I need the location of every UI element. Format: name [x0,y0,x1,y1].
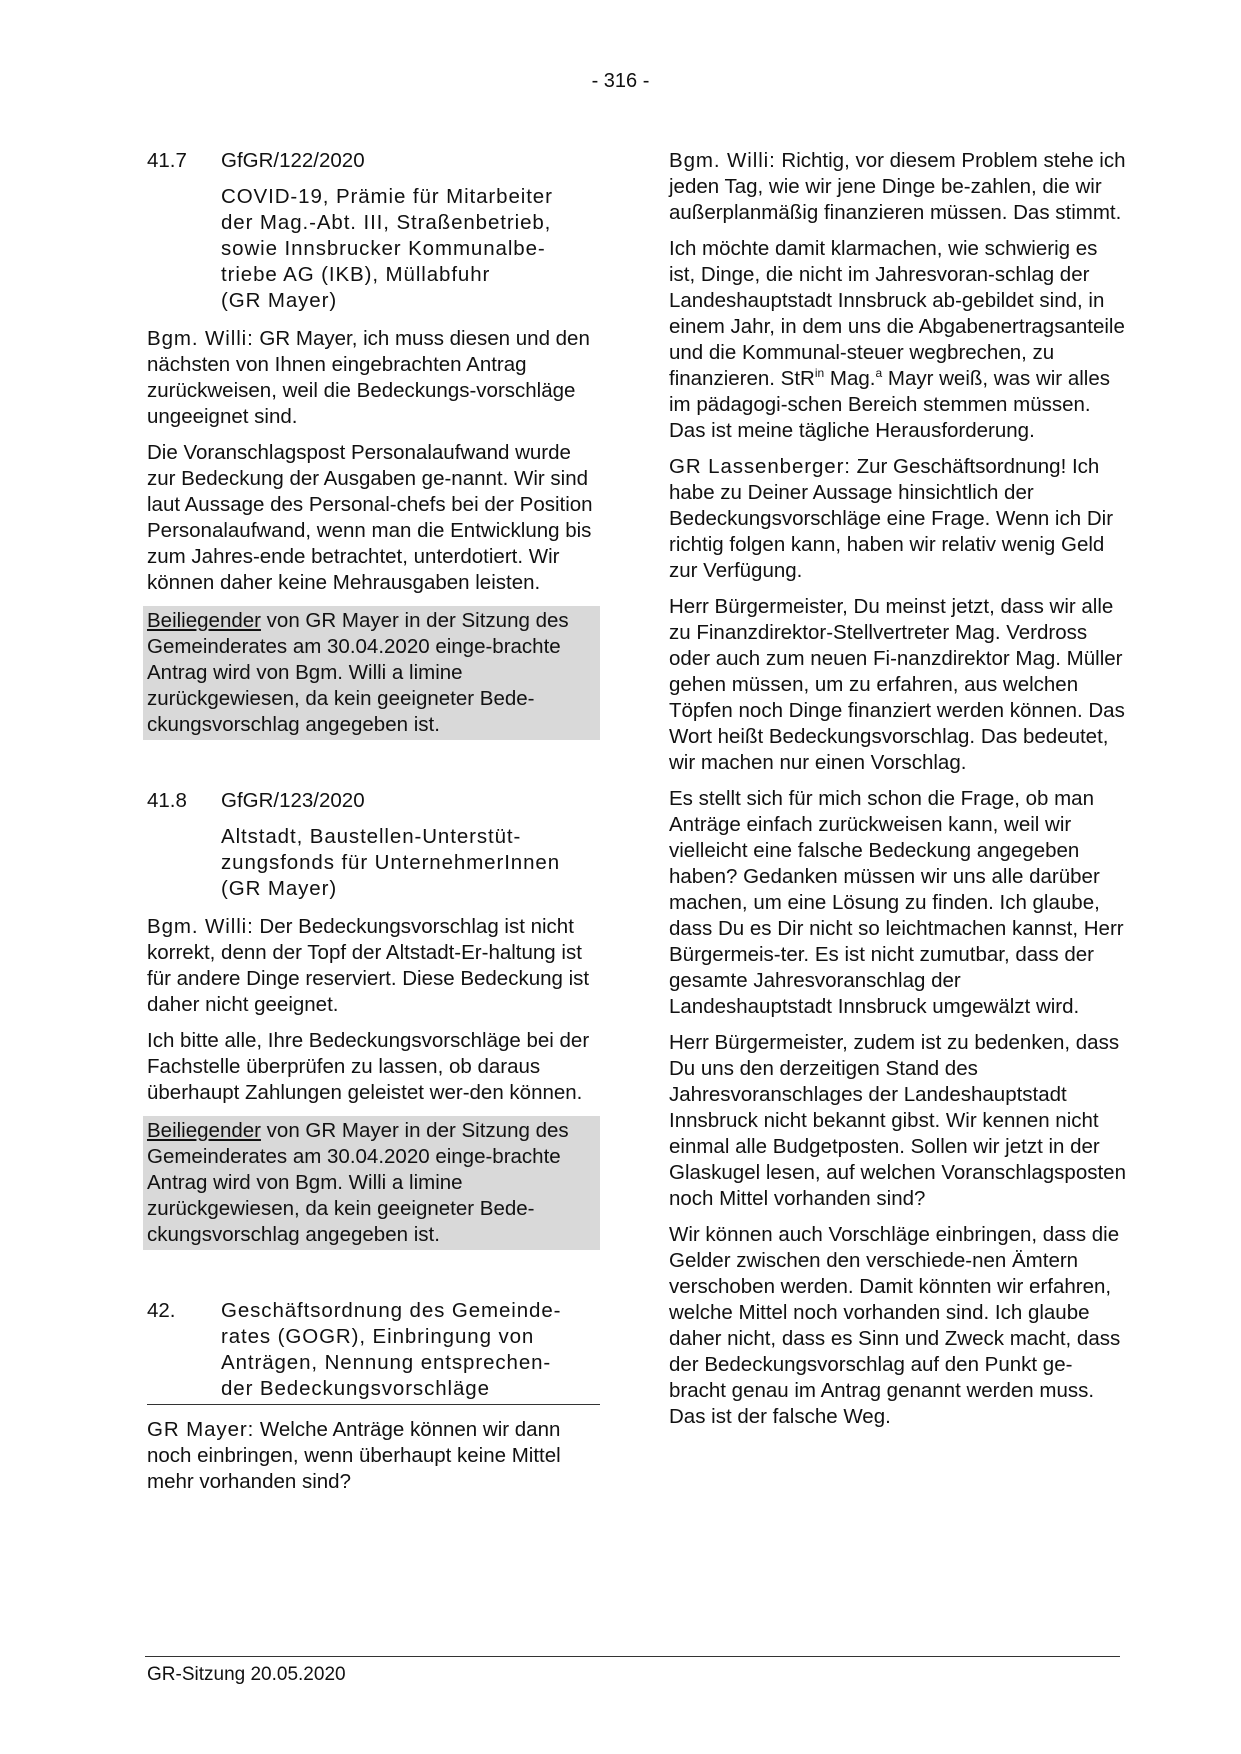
paragraph: Es stellt sich für mich schon die Frage, ob man Anträge einfach zurückweisen kann, weil wir vielleicht eine falsche Bedeckung angegeben haben? Gedanken müssen wir uns alle darüber machen, um eine Lösung zu finden. Ich glaube, dass Du es Dir nicht so leichtmachen kannst, Herr Bürgermeis-ter. Es ist nicht zumutbar, dass der gesamte Jahresvoranschlag der Landeshauptstadt Innsbruck umgewälzt wird. [669,787,1124,1018]
agenda-item-42 [147,1298,600,1405]
agenda-item-41-7 [147,148,600,314]
speaker: Bgm. Willi: [669,149,776,172]
paragraph: Die Voranschlagspost Personalaufwand wurde zur Bedeckung der Ausgaben ge-nannt. Wir sind laut Aussage des Personal-chefs bei der Position Personalaufwand, wenn man die Entwicklung bis zum Jahres-ende betrachtet, unterdotiert. Wir können daher keine Mehrausgaben leisten. [147,441,593,594]
speaker: Bgm. Willi: [147,915,254,938]
speech-paragraph: Bgm. Willi: Richtig, vor diesem Problem stehe ich jeden Tag, wie wir jene Dinge be-zahlen, die wir außerplanmäßig finanzieren müssen. Das stimmt. [669,149,1126,224]
speech-paragraph: Bgm. Willi: Der Bedeckungsvorschlag ist nicht korrekt, denn der Topf der Altstadt-Er-haltung ist für andere Dinge reserviert. Diese Bedeckung ist daher nicht geeignet. [147,915,590,1016]
decision-box: Beiliegender von GR Mayer in der Sitzung des Gemeinderates am 30.04.2020 einge-brachte Antrag wird von Bgm. Willi a limine zurückgewiesen, da kein geeigneter Bede-ckungsvorschlag angegeben ist. [143,606,600,740]
page-number: - 316 - [591,70,650,92]
item-title: Geschäftsordnung des Gemeinde- rates (GOGR), Einbringung von Anträgen, Nennung entsprechen- der Bedeckungsvorschläge [221,1299,562,1400]
item-title: Altstadt, Baustellen-Unterstüt- zungsfonds für UnternehmerInnen (GR Mayer) [221,825,561,900]
right-column [669,148,1129,1440]
speech-paragraph: GR Lassenberger: Zur Geschäftsordnung! Ich habe zu Deiner Aussage hinsichtlich der Bedeckungsvorschläge eine Frage. Wenn ich Dir richtig folgen kann, haben wir relativ wenig Geld zur Verfügung. [669,455,1114,582]
speech-paragraph: GR Mayer: Welche Anträge können wir dann noch einbringen, wenn überhaupt keine Mittel mehr vorhanden sind? [147,1418,561,1493]
footer-divider [145,1656,1120,1657]
item-code: GfGR/123/2020 [221,789,365,812]
speaker: Bgm. Willi: [147,327,254,350]
paragraph: Herr Bürgermeister, zudem ist zu bedenken, dass Du uns den derzeitigen Stand des Jahresvoranschlages der Landeshauptstadt Innsbruck nicht bekannt gibst. Wir kennen nicht einmal alle Budgetposten. Sollen wir jetzt in der Glaskugel lesen, auf welchen Voranschlagsposten noch Mittel vorhanden sind? [669,1031,1126,1210]
agenda-item-41-8 [147,788,600,902]
paragraph: Herr Bürgermeister, Du meinst jetzt, dass wir alle zu Finanzdirektor-Stellvertreter Mag. Verdross oder auch zum neuen Fi-nanzdirektor Mag. Müller gehen müssen, um zu erfahren, aus welchen Töpfen noch Dinge finanziert werden können. Das Wort heißt Bedeckungsvorschlag. Das bedeutet, wir machen nur einen Vorschlag. [669,595,1125,774]
item-number: 41.7 [147,149,187,172]
item-code: GfGR/122/2020 [221,149,365,172]
speech-paragraph: Bgm. Willi: GR Mayer, ich muss diesen und den nächsten von Ihnen eingebrachten Antrag zurückweisen, weil die Bedeckungs-vorschläge ungeeignet sind. [147,327,590,428]
footer-text: GR-Sitzung 20.05.2020 [147,1664,346,1685]
item-title: COVID-19, Prämie für Mitarbeiter der Mag.-Abt. III, Straßenbetrieb, sowie Innsbrucker Kommunalbe- triebe AG (IKB), Müllabfuhr (GR Mayer) [221,185,553,312]
item-number: 42. [147,1299,176,1322]
paragraph: Wir können auch Vorschläge einbringen, dass die Gelder zwischen den verschiede-nen Ämtern verschoben werden. Damit könnten wir erfahren, welche Mittel noch vorhanden sind. Ich glaube daher nicht, dass es Sinn und Zweck macht, dass der Bedeckungsvorschlag auf den Punkt ge-bracht genau im Antrag genannt werden muss. Das ist der falsche Weg. [669,1223,1121,1428]
paragraph: Ich bitte alle, Ihre Bedeckungsvorschläge bei der Fachstelle überprüfen zu lassen, ob daraus überhaupt Zahlungen geleistet wer-den können. [147,1029,590,1104]
item-number: 41.8 [147,789,187,812]
left-column [147,148,600,1505]
speaker: GR Lassenberger: [669,455,851,478]
decision-box: Beiliegender von GR Mayer in der Sitzung des Gemeinderates am 30.04.2020 einge-brachte Antrag wird von Bgm. Willi a limine zurückgewiesen, da kein geeigneter Bede-ckungsvorschlag angegeben ist. [143,1116,600,1250]
speaker: GR Mayer: [147,1418,255,1441]
paragraph: Ich möchte damit klarmachen, wie schwierig es ist, Dinge, die nicht im Jahresvoran-schlag der Landeshauptstadt Innsbruck ab-gebildet sind, in einem Jahr, in dem uns die Abgabenertragsanteile und die Kommunal-steuer wegbrechen, zu finanzieren. StR$^{in}$ Mag.$^a$ Mayr weiß, was wir alles im pädagogi-schen Bereich stemmen müssen. Das ist meine tägliche Herausforderung. [669,237,1125,442]
